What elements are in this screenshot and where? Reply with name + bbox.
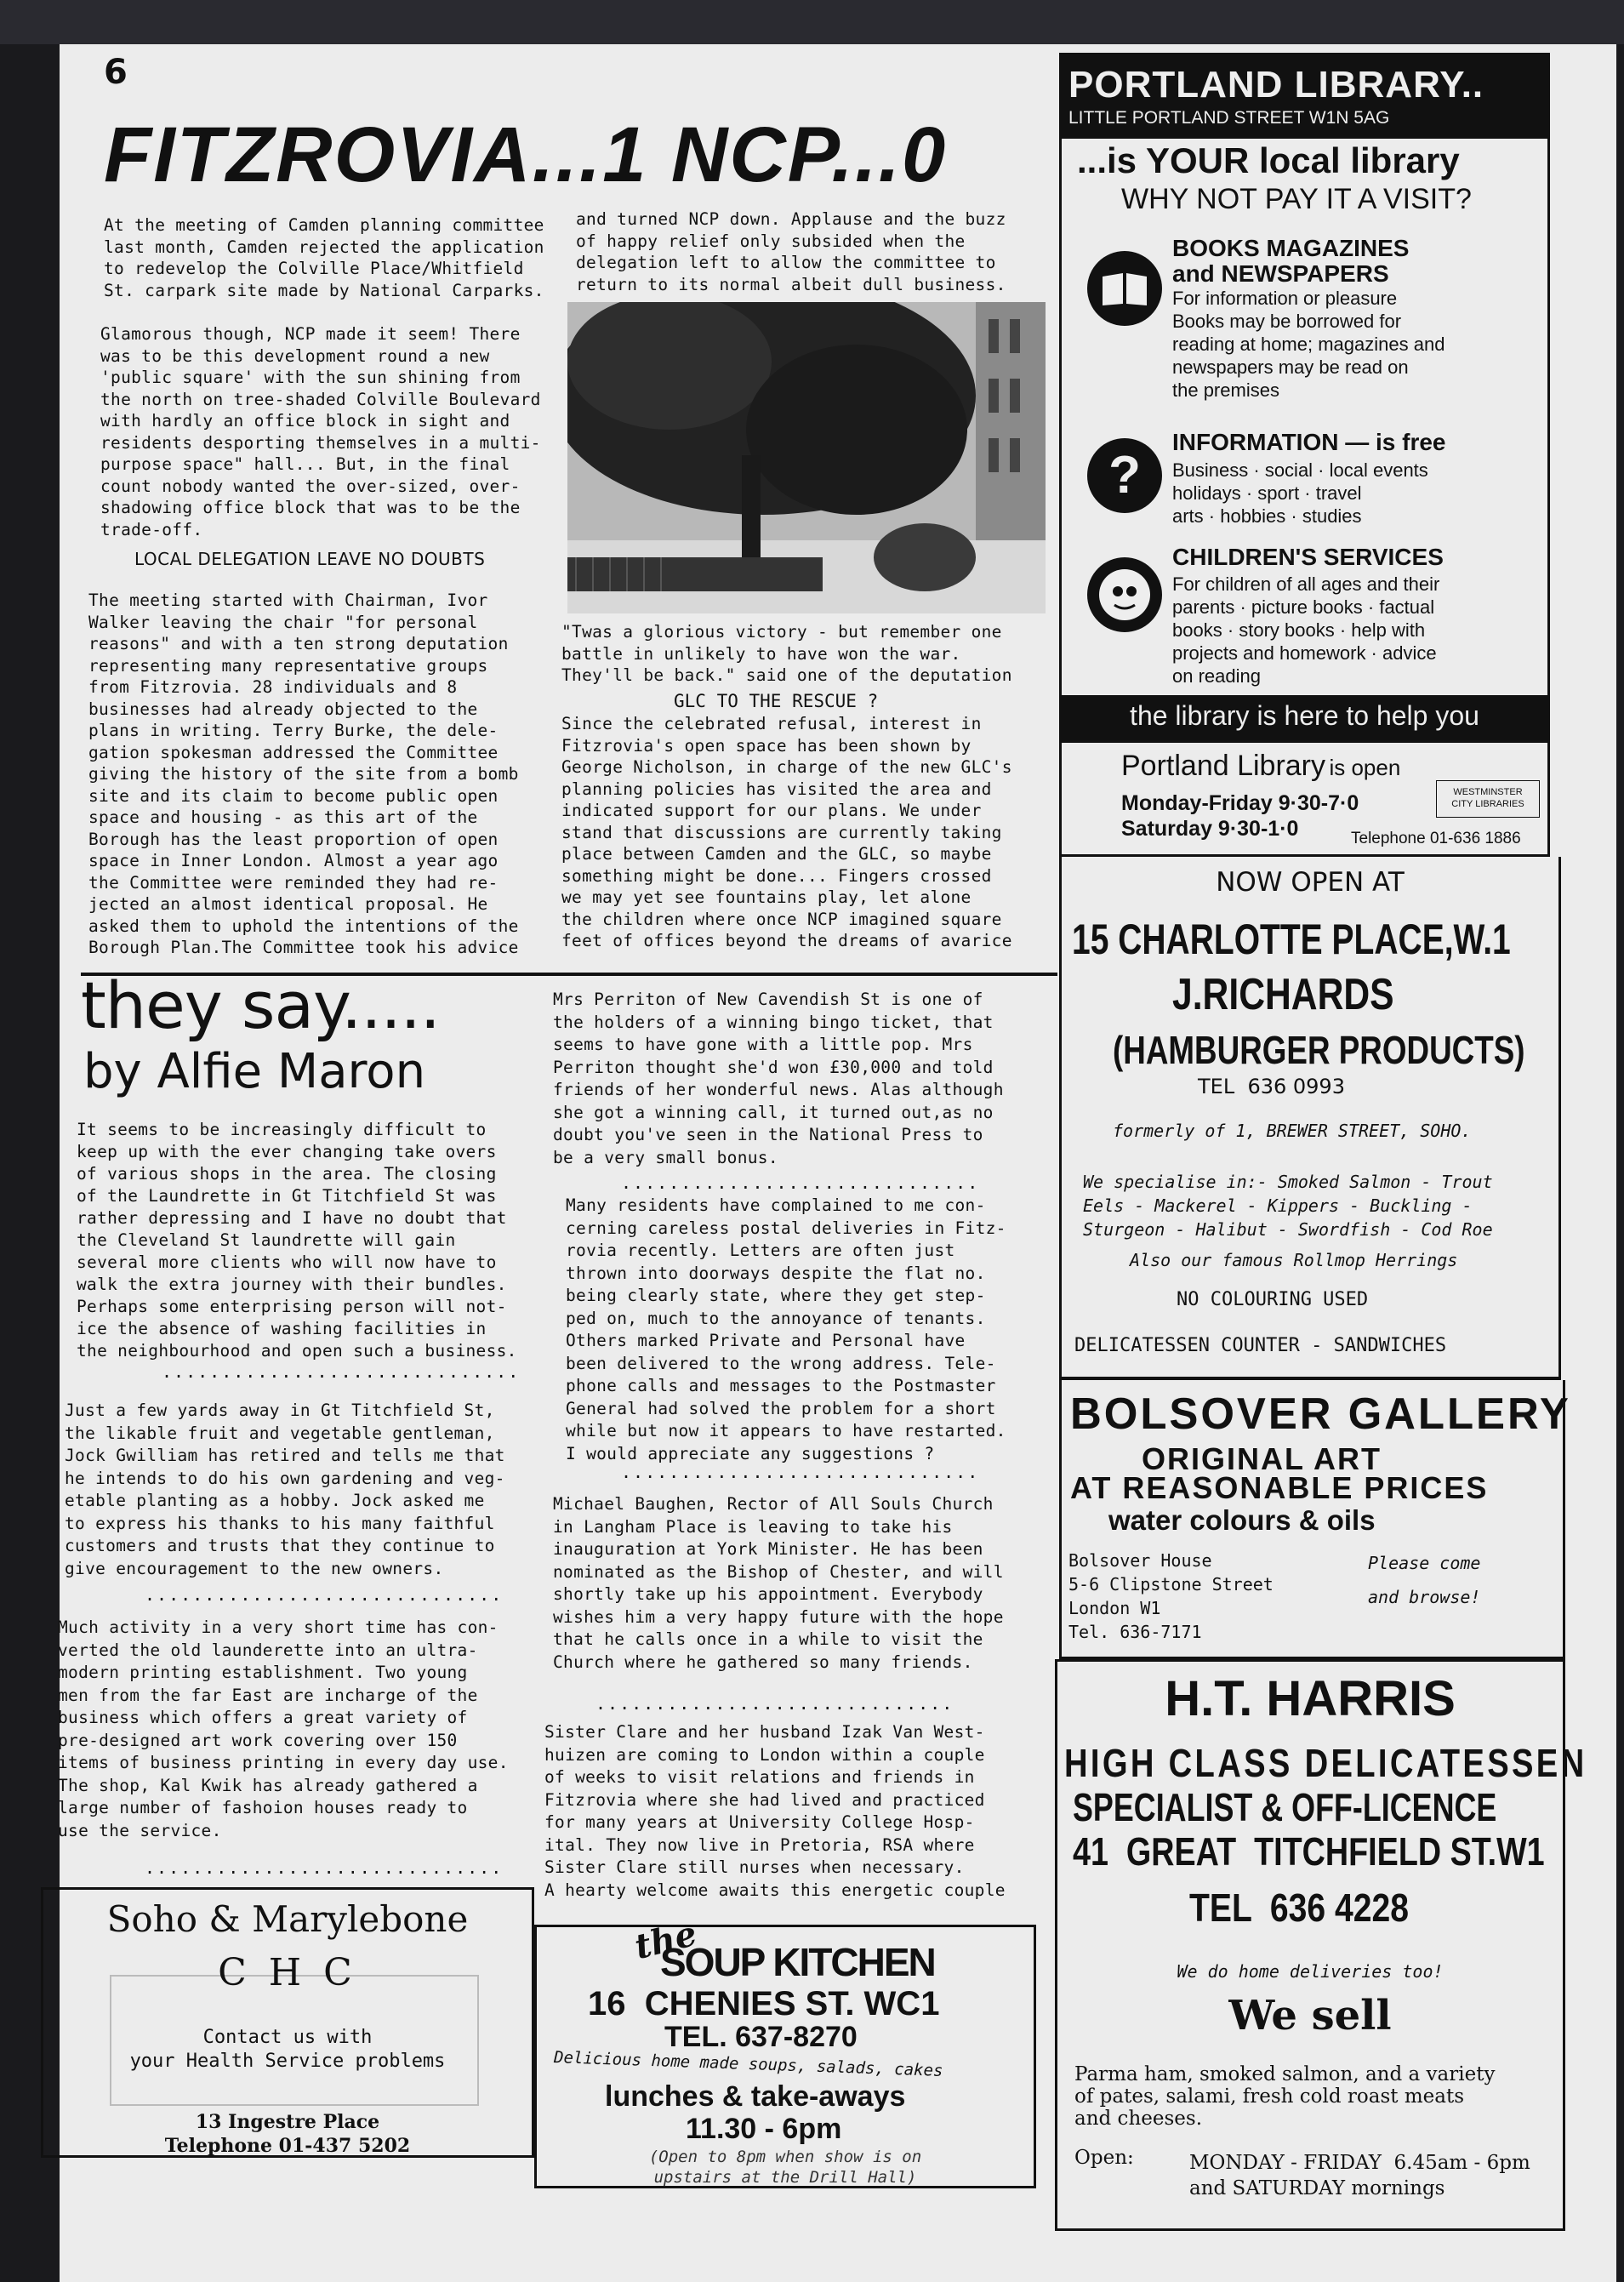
harris-line2: SPECIALIST & OFF-LICENCE bbox=[1073, 1785, 1497, 1829]
they-say-paragraph-2: Just a few yards away in Gt Titchfield St, the likable fruit and vegetable gentleman, Jock Gwilliam has retired and tells me that he intends to do his own gardening and veg- etable planting as a hobby. Jock asked me to express his thanks to his many faithful customers and trusts that they continue to give encouragement to the new owners. bbox=[65, 1401, 505, 1578]
bolsover-address: Bolsover House 5-6 Clipstone Street London W1 Tel. 636-7171 bbox=[1068, 1550, 1274, 1642]
they-say-title: they say..... bbox=[81, 967, 440, 1043]
library-children-body: For children of all ages and their parents · picture books · factual books · story books · help with projects and homework · advice on reading bbox=[1172, 573, 1440, 687]
chc-title: Soho & Marylebone bbox=[106, 1898, 469, 1940]
soup-kitchen-advert bbox=[534, 1913, 1036, 2188]
library-hours-saturday: Saturday 9·30-1·0 bbox=[1121, 817, 1299, 841]
separator-dots: .............................. bbox=[621, 1172, 980, 1193]
headline: FITZROVIA...1 NCP...0 bbox=[104, 111, 948, 198]
bolsover-line2: AT REASONABLE PRICES bbox=[1070, 1470, 1489, 1505]
separator-dots: .............................. bbox=[145, 1857, 504, 1878]
subhead-local-delegation: LOCAL DELEGATION LEAVE NO DOUBTS bbox=[134, 549, 486, 569]
soup-time: 11.30 - 6pm bbox=[686, 2113, 842, 2145]
harris-line1: HIGH CLASS DELICATESSEN bbox=[1064, 1741, 1587, 1785]
harris-open-hours: MONDAY - FRIDAY 6.45am - 6pm and SATURDAY mornings bbox=[1189, 2152, 1530, 2199]
they-say-paragraph-3: Much activity in a very short time has con- verted the old launderette into an ultra- modern printing establishment. Two young men from the far East are incharge of the business which offers a great variety of pre-designed art work covering over 150 items of business printing in every day use. The shop, Kal Kwik has already gathered a large number of fashoion houses ready to use the service. bbox=[58, 1617, 509, 1840]
book-icon bbox=[1087, 251, 1162, 326]
chc-letters: C H C bbox=[218, 1951, 357, 1994]
bolsover-line1: ORIGINAL ART bbox=[1142, 1441, 1382, 1476]
harris-products: Parma ham, smoked salmon, and a variety of pates, salami, fresh cold roast meats and cheeses. bbox=[1074, 2063, 1496, 2130]
street-tree-photo bbox=[567, 302, 1046, 613]
library-phone: Telephone 01-636 1886 bbox=[1351, 830, 1521, 847]
separator-dots: .............................. bbox=[162, 1361, 521, 1382]
richards-products: (HAMBURGER PRODUCTS) bbox=[1113, 1028, 1525, 1072]
chc-body: Contact us with your Health Service problems bbox=[129, 2027, 446, 2072]
bookworm-icon bbox=[1087, 557, 1162, 632]
subhead-glc-rescue: GLC TO THE RESCUE ? bbox=[674, 691, 879, 711]
soup-tagline: Delicious home made soups, salads, cakes bbox=[553, 2048, 943, 2080]
harris-open-label: Open: bbox=[1074, 2147, 1134, 2169]
library-help-text: the library is here to help you bbox=[1130, 700, 1479, 731]
library-tagline-2: WHY NOT PAY IT A VISIT? bbox=[1121, 183, 1472, 215]
bolsover-gallery-advert bbox=[1059, 1380, 1571, 1659]
library-info-body: Business · social · local events holidays · sport · travel arts · hobbies · studies bbox=[1172, 459, 1428, 527]
page-number: 6 bbox=[104, 53, 128, 92]
article-glc: Since the celebrated refusal, interest in Fitzrovia's open space has been shown by George Nicholson, in charge of the new GLC's planning policies has visited the area and indicated support for our plans. We under stand that discussions are currently taking place between Camden and the GLC, so maybe something might be done... Fingers crossed we may yet see fountains play, let alone the children where once NCP imagined square feet of offices beyond the dreams of avarice bbox=[561, 714, 1012, 950]
separator-dots: .............................. bbox=[595, 1693, 954, 1714]
library-hours-weekday: Monday-Friday 9·30-7·0 bbox=[1121, 791, 1359, 815]
soup-address: 16 CHENIES ST. WC1 bbox=[588, 1985, 940, 2022]
library-books-body: For information or pleasure Books may be borrowed for reading at home; magazines and newspapers may be read on the premises bbox=[1172, 288, 1445, 401]
library-street: LITTLE PORTLAND STREET W1N 5AG bbox=[1068, 108, 1390, 128]
harris-advert bbox=[1055, 1659, 1587, 2231]
chc-phone: Telephone 01-437 5202 bbox=[164, 2135, 411, 2157]
library-info-title: INFORMATION — is free bbox=[1172, 429, 1446, 455]
richards-tel: TEL 636 0993 bbox=[1198, 1075, 1345, 1098]
soup-tel: TEL. 637-8270 bbox=[664, 2021, 858, 2053]
separator-dots: .............................. bbox=[145, 1584, 504, 1605]
bolsover-please-come: Please come and browse! bbox=[1368, 1553, 1481, 1607]
library-children-title: CHILDREN'S SERVICES bbox=[1172, 544, 1444, 570]
article-intro-left: At the meeting of Camden planning committee last month, Camden rejected the application to redevelop the Colville Place/Whitfield St. carpark site made by National Carparks. bbox=[104, 215, 544, 300]
they-say-byline: by Alfie Maron bbox=[83, 1044, 426, 1099]
library-tagline-1: ...is YOUR local library bbox=[1077, 140, 1460, 180]
library-open-suffix: is open bbox=[1329, 755, 1401, 780]
richards-now-open: NOW OPEN AT bbox=[1216, 867, 1405, 898]
richards-rollmop: Also our famous Rollmop Herrings bbox=[1130, 1250, 1458, 1270]
richards-specialise: We specialise in:- Smoked Salmon - Trout Eels - Mackerel - Kippers - Buckling - Sturgeon - Halibut - Swordfish - Cod Roe bbox=[1083, 1172, 1493, 1240]
harris-we-sell: We sell bbox=[1228, 1992, 1392, 2040]
richards-name: J.RICHARDS bbox=[1172, 970, 1394, 1019]
bolsover-title: BOLSOVER GALLERY bbox=[1070, 1389, 1571, 1439]
soup-note: (Open to 8pm when show is on upstairs at the Drill Hall) bbox=[648, 2148, 922, 2187]
richards-colouring: NO COLOURING USED bbox=[1177, 1289, 1369, 1310]
photo-illustration bbox=[567, 302, 1046, 613]
they-say-paragraph-4: Mrs Perriton of New Cavendish St is one of the holders of a winning bingo ticket, that seems to have gone with a little pop. Mrs Perriton thought she'd won £30,000 and told friends of her wonderful news. Alas although she got a winning call, it turned out,as no doubt you've seen in the National Press to be a very small bonus. bbox=[553, 990, 1004, 1167]
library-open-name: Portland Library bbox=[1121, 750, 1326, 782]
bolsover-line3: water colours & oils bbox=[1108, 1504, 1376, 1536]
library-books-title: BOOKS MAGAZINES and NEWSPAPERS bbox=[1172, 235, 1410, 287]
harris-tel: TEL 636 4228 bbox=[1189, 1886, 1409, 1930]
westminster-libraries-logo: WESTMINSTER CITY LIBRARIES bbox=[1436, 780, 1540, 818]
soup-lunches: lunches & take-aways bbox=[605, 2080, 906, 2113]
library-open-line bbox=[1121, 750, 1400, 783]
they-say-paragraph-1: It seems to be increasingly difficult to keep up with the ever changing take overs of various shops in the area. The closing of the Laundrette in Gt Titchfield St was rather depressing and I have no doubt that the Cleveland St laundrette will gain several more clients who will now have to walk the extra journey with their bundles. Perhaps some enterprising person will not- ice the absence of washing facilities in the neighbourhood and open such a business. bbox=[77, 1120, 517, 1361]
richards-formerly: formerly of 1, BREWER STREET, SOHO. bbox=[1113, 1121, 1472, 1141]
they-say-paragraph-7: Sister Clare and her husband Izak Van West- huizen are coming to London within a couple of weeks to visit relations and friends in Fitzrovia where she had lived and practiced for many years at University College Hosp- ital. They now live in Pretoria, RSA where Sister Clare still nurses when necessary. A hearty welcome awaits this energetic couple bbox=[544, 1722, 1006, 1900]
library-name: PORTLAND LIBRARY.. bbox=[1068, 64, 1484, 106]
richards-advert bbox=[1059, 857, 1561, 1380]
question-icon: ? bbox=[1087, 438, 1162, 513]
article-paragraph-3: The meeting started with Chairman, Ivor Walker leaving the chair "for personal reasons" and with a ten strong deputation representing many representative groups from Fitzrovia. 28 individuals and 8 businesses had already objected to the plans in writing. Terry Burke, the dele- gation spokesman addressed the Committee giving the history of the site from a bomb site and its claim to become public open space and housing - as this art of the Borough has the least proportion of open space in Inner London. Almost a year ago the Committee were reminded they had re- jected an almost identical proposal. He asked them to uphold the intentions of the Borough Plan.The Committee took his advice bbox=[88, 590, 519, 957]
photo-caption: "Twas a glorious victory - but remember one battle in unlikely to have won the war. They'll be back." said one of the deputation bbox=[561, 622, 1012, 685]
harris-deliveries: We do home deliveries too! bbox=[1177, 1961, 1444, 1982]
they-say-paragraph-5: Many residents have complained to me con- cerning careless postal deliveries in Fitz- rovia recently. Letters are often just thrown into doorways despite the flat no. being clearly state, where they get step- ped on, much to the annoyance of tenants. Others marked Private and Personal have been delivered to the wrong address. Tele- phone calls and messages to the Postmaster General had solved the problem for a short while but now it appears to have restarted. I would appreciate any suggestions ? bbox=[566, 1195, 1006, 1463]
separator-dots: .............................. bbox=[621, 1462, 980, 1482]
portland-library-advert bbox=[1059, 53, 1550, 857]
richards-deli: DELICATESSEN COUNTER - SANDWICHES bbox=[1074, 1335, 1447, 1356]
soup-title: SOUP KITCHEN bbox=[660, 1940, 935, 1984]
richards-address: 15 CHARLOTTE PLACE,W.1 bbox=[1072, 916, 1511, 963]
they-say-paragraph-6: Michael Baughen, Rector of All Souls Church in Langham Place is leaving to take his inauguration at York Minister. He has been nominated as the Bishop of Chester, and will shortly take up his appointment. Everybody wishes him a very happy future with the hope that he calls once in a while to visit the Church where he gathered so many friends. bbox=[553, 1494, 1004, 1672]
soup-the: the bbox=[630, 1913, 701, 1968]
article-intro-right: and turned NCP down. Applause and the buzz of happy relief only subsided when the delegation left to allow the committee to return to its normal albeit dull business. bbox=[576, 209, 1006, 294]
article-paragraph-2: Glamorous though, NCP made it seem! There was to be this development round a new 'public square' with the sun shining from the north on tree-shaded Colville Boulevard with hardly an office block in sight and residents desporting themselves in a multi- purpose space" hall... But, in the final count nobody wanted the over-sized, over- shadowing office block that was to be the trade-off. bbox=[100, 324, 541, 539]
chc-address: 13 Ingestre Place bbox=[195, 2111, 380, 2133]
harris-title: H.T. HARRIS bbox=[1165, 1671, 1456, 1726]
page-edge-shadow bbox=[0, 0, 1624, 44]
harris-line3: 41 GREAT TITCHFIELD ST.W1 bbox=[1073, 1829, 1545, 1874]
chc-advert bbox=[41, 1887, 534, 2158]
